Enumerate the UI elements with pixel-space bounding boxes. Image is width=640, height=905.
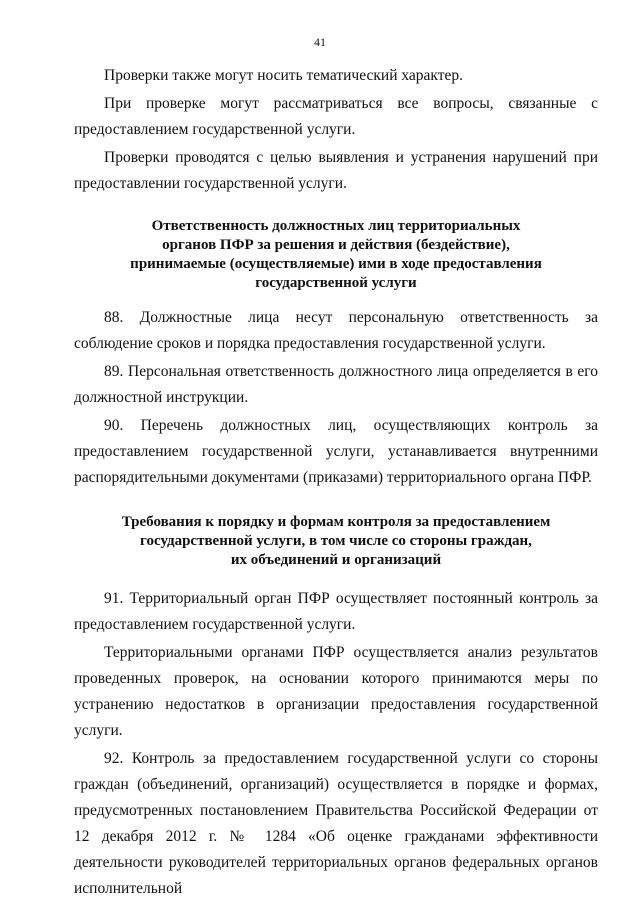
paragraph-purpose: Проверки проводятся с целью выявления и устранения нарушений при предоставлении государственной услуги. (74, 149, 598, 192)
paragraph-thematic: Проверки также могут носить тематический характер. (104, 67, 464, 84)
heading-responsibility-line: органов ПФР за решения и действия (бездействие), (162, 237, 510, 253)
paragraph-88: 88. Должностные лица несут персональную ответственность за соблюдение сроков и порядка предоставления государственной услуги. (74, 309, 598, 352)
heading-requirements-line: Требования к порядку и формам контроля за предоставлением (121, 514, 551, 530)
heading-responsibility-line: государственной услуги (255, 275, 417, 291)
paragraph-91: 91. Территориальный орган ПФР осуществляет постоянный контроль за предоставлением государственной услуги. (74, 590, 598, 633)
page-number: 41 (314, 35, 326, 49)
heading-requirements-line: их объединений и организаций (230, 552, 442, 568)
heading-requirements-line: государственной услуги, в том числе со стороны граждан, (140, 533, 532, 549)
heading-responsibility-line: Ответственность должностных лиц территориальных (151, 218, 521, 234)
paragraph-90: 90. Перечень должностных лиц, осуществляющих контроль за предоставлением государственной услуги, устанавливается внутренними распорядительными документами (приказами) территориального органа ПФР. (74, 417, 598, 486)
heading-responsibility (74, 217, 598, 293)
heading-responsibility-line: принимаемые (осуществляемые) ими в ходе предоставления (130, 256, 542, 272)
paragraph-questions: При проверке могут рассматриваться все вопросы, связанные с предоставлением государственной услуги. (74, 95, 598, 138)
document-body (74, 63, 598, 902)
paragraph-analysis: Территориальными органами ПФР осуществляется анализ результатов проведенных проверок, на основании которого принимаются меры по устранению недостатков в организации предоставления государственной услуги. (74, 644, 598, 739)
paragraph-89: 89. Персональная ответственность должностного лица определяется в его должностной инструкции. (74, 363, 598, 406)
paragraph-92: 92. Контроль за предоставлением государственной услуги со стороны граждан (объединений, организаций) осуществляется в порядке и формах, предусмотренных постановлением Правительства Российской Федерации от 12 декабря 2012 г. № 1284 «Об оценке гражданами эффективности деятельности руководителей территориальных органов федеральных органов исполнительной (74, 750, 598, 897)
heading-requirements (74, 513, 598, 570)
